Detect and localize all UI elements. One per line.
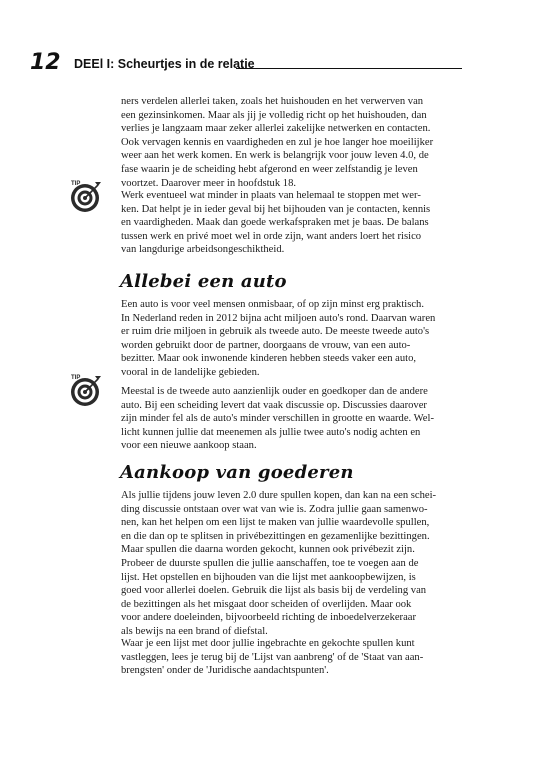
text-line: Waar je een lijst met door jullie ingebrachte en gekochte spullen kunt: [121, 638, 415, 649]
text-line: vastleggen, lees je terug bij de 'Lijst van aanbreng' of de 'Staat van aan-: [121, 651, 424, 663]
section-heading-auto: Allebei een auto: [120, 271, 287, 292]
text-line: vooral in de landelijke gebieden.: [121, 366, 260, 378]
paragraph-intro: [121, 95, 463, 190]
text-line: er ruim drie miljoen in gebruik als tweede auto. De meeste tweede auto's: [121, 326, 430, 338]
text-line: verlies je langzaam maar zeker allerlei zakelijke netwerken en contacten.: [121, 123, 431, 135]
text-line: Ook vervagen kennis en vaardigheden en zul je hoe langer hoe moeilijker: [121, 136, 434, 148]
text-line: auto. Bij een scheiding levert dat vaak discussie op. Discussies daarover: [121, 399, 427, 411]
text-line: Maar spullen die daarna worden gekocht, kunnen ook privébezit zijn.: [121, 544, 415, 556]
text-line: tussen werk en privé moet wel in orde zijn, want anders loert het risico: [121, 230, 422, 242]
text-line: ners verdelen allerlei taken, zoals het huishouden en het verwerven van: [121, 96, 424, 107]
text-line: als bewijs na een brand of diefstal.: [121, 625, 268, 637]
text-line: en vaardigheden. Maak dan goede werkafspraken met je baas. De balans: [121, 217, 429, 229]
text-line: en die dan op te splitsen in privébezittingen en gezamenlijke bezittingen.: [121, 530, 430, 542]
tip-target-icon: [68, 178, 102, 214]
text-line: fase waarin je de scheiding hebt afgerond en weer zelfstandig je leven: [121, 163, 418, 175]
text-line: ken. Dat helpt je in ieder geval bij het bijhouden van je contacten, kennis: [121, 203, 431, 215]
text-line: worden gebruikt door de partner, doorgaans de vrouw, van een auto-: [121, 339, 411, 351]
text-line: bezitter. Maar ook inwonende kinderen hebben steeds vaker een auto,: [121, 353, 417, 365]
header-rule: [236, 68, 462, 69]
text-line: licht kunnen jullie dat meenemen als jullie twee auto's nodig achten en: [121, 426, 421, 438]
text-line: Een auto is voor veel mensen onmisbaar, of op zijn minst erg praktisch.: [121, 299, 424, 310]
running-head-title: DEEl I: Scheurtjes in de relatie: [74, 57, 255, 71]
text-line: ding discussie ontstaan over wat van wie is. Zodra jullie gaan samenwo-: [121, 503, 428, 515]
text-line: Probeer de duurste spullen die jullie aanschaffen, toe te voegen aan de: [121, 557, 419, 569]
paragraph-lijst: [121, 637, 463, 678]
text-line: voor andere doeleinden, bijvoorbeeld richting de inboedelverzekeraar: [121, 612, 417, 624]
page-number: 12: [30, 50, 61, 75]
section-heading-goederen: Aankoop van goederen: [120, 462, 354, 483]
running-header: [30, 51, 462, 77]
text-line: voortzet. Daarover meer in hoofdstuk 18.: [121, 177, 297, 189]
text-line: zijn minder fel als de auto's minder verschillen in grootte en waarde. Wel-: [121, 413, 434, 425]
paragraph-goederen: [121, 489, 463, 639]
text-line: In Nederland reden in 2012 bijna acht miljoen auto's rond. Daarvan waren: [121, 312, 436, 324]
text-line: de bezittingen als het misgaat door scheiden of overlijden. Maar ook: [121, 598, 412, 610]
text-line: Als jullie tijdens jouw leven 2.0 dure spullen kopen, dan kan na een schei-: [121, 490, 437, 501]
tip-target-icon: [68, 372, 102, 408]
text-line: nen, kan het helpen om een lijst te maken van jullie waardevolle spullen,: [121, 517, 430, 529]
text-line: een gezinsinkomen. Maar als jij je volledig richt op het huishouden, dan: [121, 109, 427, 121]
tip-paragraph-1: [121, 189, 463, 257]
text-line: lijst. Het opstellen en bijhouden van die lijst met aankoopbewijzen, is: [121, 571, 416, 583]
text-line: goed voor allerlei doelen. Gebruik die lijst als basis bij de verdeling van: [121, 585, 427, 597]
svg-text:TIP: TIP: [71, 375, 81, 381]
text-line: voor een nieuwe aankoop staan.: [121, 440, 257, 452]
svg-text:TIP: TIP: [71, 181, 81, 187]
text-line: Werk eventueel wat minder in plaats van helemaal te stoppen met wer-: [121, 190, 421, 201]
text-line: van langdurige arbeidsongeschiktheid.: [121, 244, 285, 256]
text-line: Meestal is de tweede auto aanzienlijk ouder en goedkoper dan de andere: [121, 386, 428, 397]
text-line: brengsten' onder de 'Juridische aandachtspunten'.: [121, 665, 329, 677]
text-line: weer aan het werk komen. En werk is belangrijk voor jouw leven 4.0, de: [121, 150, 429, 162]
tip-paragraph-2: [121, 385, 463, 453]
paragraph-auto: [121, 298, 463, 380]
